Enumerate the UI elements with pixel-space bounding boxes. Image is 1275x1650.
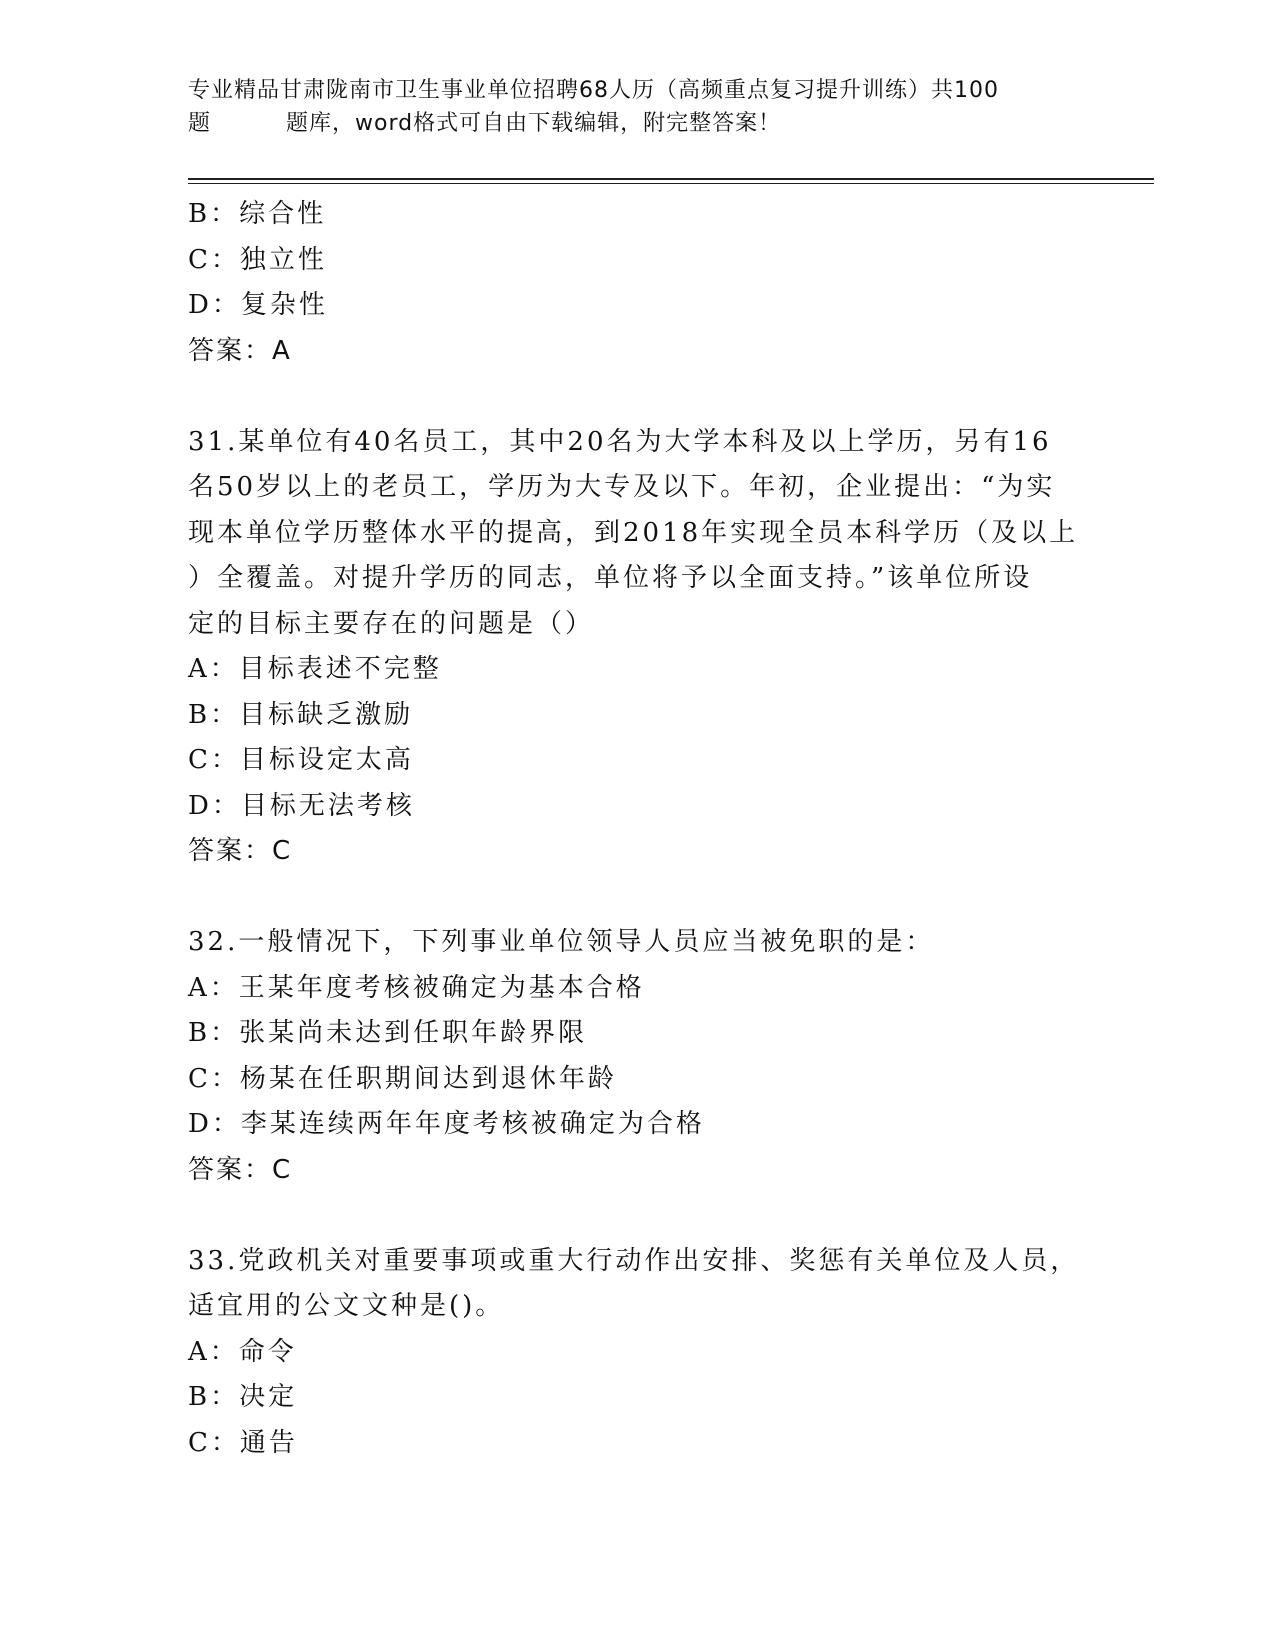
option-d: D：复杂性: [188, 290, 328, 320]
option-c: C：通告: [188, 1427, 298, 1458]
option-c: C：杨某在任职期间达到退休年龄: [188, 1063, 617, 1094]
question-stem-line: 31.某单位有40名员工，其中20名为大学本科及以上学历，另有16: [188, 426, 1052, 457]
question-stem-line: 名50岁以上的老员工，学历为大专及以下。年初，企业提出：“为实: [188, 472, 1056, 502]
question-stem-line: 现本单位学历整体水平的提高，到2018年实现全员本科学历（及以上: [188, 517, 1079, 548]
question-33: [188, 1239, 1088, 1467]
option-c: C：目标设定太高: [188, 745, 414, 775]
answer-line: 答案：C: [188, 836, 293, 866]
question-stem-line: 33.党政机关对重要事项或重大行动作出安排、奖惩有关单位及人员，: [188, 1245, 1080, 1276]
option-d: D：李某连续两年年度考核被确定为合格: [188, 1109, 705, 1139]
option-a: A：王某年度考核被确定为基本合格: [188, 972, 645, 1003]
header-title-line-2: [188, 107, 1088, 140]
spacer: [188, 875, 1088, 921]
spacer: [188, 1193, 1088, 1239]
option-b: B：综合性: [188, 199, 327, 229]
option-b: B：决定: [188, 1382, 298, 1412]
option-a: A：命令: [188, 1336, 297, 1367]
header-title-word: 题: [188, 111, 212, 136]
header-rule-thick: [188, 178, 1154, 180]
question-32: [188, 920, 1088, 1193]
option-a: A：目标表述不完整: [188, 654, 442, 684]
option-b: B：张某尚未达到任职年龄界限: [188, 1018, 588, 1048]
page-header: [188, 74, 1088, 140]
question-stem-line: 适宜用的公文文种是()。: [188, 1291, 505, 1321]
option-c: C：独立性: [188, 244, 327, 275]
spacer: [188, 374, 1088, 420]
question-31: [188, 420, 1088, 875]
header-title-line-1: 专业精品甘肃陇南市卫生事业单位招聘68人历（高频重点复习提升训练）共100: [188, 78, 999, 103]
answer-line: 答案：C: [188, 1154, 293, 1185]
question-stem-line: 定的目标主要存在的问题是（）: [188, 608, 595, 639]
question-stem-line: 32.一般情况下，下列事业单位领导人员应当被免职的是：: [188, 927, 935, 957]
question-30-continuation: [188, 192, 1088, 374]
question-stem-line: ）全覆盖。对提升学历的同志，单位将予以全面支持。”该单位所设: [188, 563, 1033, 593]
header-rule-thin: [188, 183, 1154, 184]
option-d: D：目标无法考核: [188, 790, 415, 821]
document-body: [188, 192, 1088, 1466]
answer-line: 答案：A: [188, 335, 292, 366]
header-title-tail: 题库，word格式可自由下载编辑，附完整答案！: [286, 111, 782, 136]
option-b: B：目标缺乏激励: [188, 699, 414, 730]
